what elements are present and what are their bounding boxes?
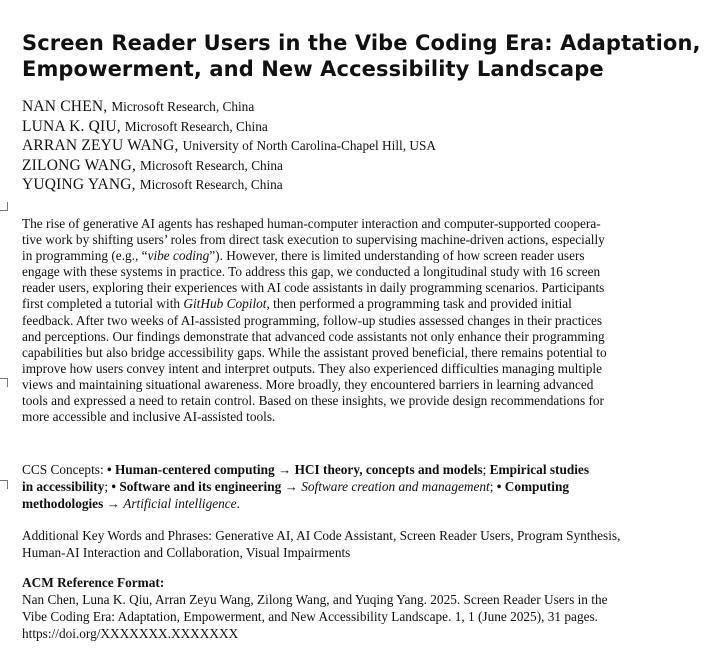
abstract-line: reader users, exploring their experiences with AI code assistants in daily programming scenarios. Participants	[22, 280, 605, 296]
abstract-line: tools and expressed a need to retain control. Based on these insights, we provide design recommendations for	[22, 393, 604, 409]
ccs-separator: ;	[104, 479, 112, 494]
ccs-term: HCI theory, concepts and models	[294, 462, 483, 477]
abstract-line: views and maintaining situational awareness. More broadly, they encountered barriers in learning advanced	[22, 376, 594, 392]
abstract-emphasis: GitHub Copilot	[183, 296, 267, 312]
author-affiliation: University of North Carolina-Chapel Hill, USA	[182, 138, 436, 153]
abstract-line: capabilities but also bridge accessibility gaps. While the assistant proved beneficial, there remains potential to	[22, 344, 607, 360]
title-line-2: Empowerment, and New Accessibility Landscape	[22, 57, 604, 81]
ccs-term: • Computing	[496, 479, 570, 494]
abstract-line: tive work by shifting users’ roles from direct task execution to supervising machine-driven actions, especially	[22, 232, 605, 248]
keywords	[22, 527, 688, 561]
paper-title	[22, 30, 701, 82]
ccs-line	[22, 478, 688, 495]
keywords-line: Additional Key Words and Phrases: Generative AI, AI Code Assistant, Screen Reader Users, Program Synthesis,	[22, 528, 621, 543]
ccs-term: in accessibility	[22, 479, 105, 494]
crop-mark	[0, 202, 8, 211]
author-list	[22, 98, 692, 196]
author-name: ARRAN ZEYU WANG,	[22, 137, 179, 154]
ccs-arrow: →	[274, 462, 295, 477]
ccs-separator: ;	[482, 462, 490, 477]
ccs-subterm: Artificial intelligence	[123, 496, 237, 511]
ccs-term: • Software and its engineering	[111, 479, 282, 494]
ccs-end: .	[236, 496, 240, 511]
ccs-line	[22, 495, 688, 512]
ccs-concepts	[22, 461, 688, 512]
reference-line: Nan Chen, Luna K. Qiu, Arran Zeyu Wang, Zilong Wang, and Yuqing Yang. 2025. Screen Reader Users in the	[22, 592, 608, 607]
ccs-separator: ;	[489, 479, 497, 494]
title-line-1: Screen Reader Users in the Vibe Coding Era: Adaptation,	[22, 31, 701, 55]
abstract-line: feedback. After two weeks of AI-assisted programming, follow-up studies assessed changes in their practices	[22, 312, 603, 328]
author-affiliation: Microsoft Research, China	[140, 157, 283, 173]
abstract-line	[22, 248, 688, 264]
reference-heading: ACM Reference Format:	[22, 575, 165, 590]
crop-mark	[0, 480, 8, 489]
ccs-line	[22, 461, 688, 478]
abstract-line: The rise of generative AI agents has reshaped human-computer interaction and computer-supported coopera-	[22, 216, 601, 231]
abstract-text: ”). However, there is limited understanding of how screen reader users	[209, 248, 585, 264]
abstract-text: in programming (e.g., “	[22, 248, 148, 264]
abstract	[22, 216, 688, 425]
ccs-term: Empirical studies	[489, 462, 590, 477]
author-entry	[22, 118, 692, 138]
author-affiliation: Microsoft Research, China	[139, 177, 283, 192]
author-name: ZILONG WANG,	[22, 156, 137, 174]
ccs-subterm: Software creation and management	[301, 479, 490, 494]
author-name: YUQING YANG,	[22, 176, 136, 193]
abstract-line: improve how users convey intent and interpret outputs. They also experienced difficulties managing multiple	[22, 360, 602, 376]
author-entry	[22, 98, 692, 118]
author-entry	[22, 176, 692, 196]
abstract-line	[22, 296, 688, 312]
doi-link[interactable]: https://doi.org/XXXXXXX.XXXXXXX	[22, 626, 239, 641]
ccs-term: methodologies	[22, 496, 104, 511]
author-name: NAN CHEN,	[22, 98, 108, 115]
abstract-emphasis: vibe coding	[147, 248, 210, 264]
author-affiliation: Microsoft Research, China	[111, 99, 255, 114]
crop-mark	[0, 378, 8, 387]
abstract-text: , then performed a programming task and provided initial	[266, 296, 572, 312]
author-name: LUNA K. QIU,	[22, 117, 121, 135]
abstract-line: engage with these systems in practice. To address this gap, we conducted a longitudinal study with 16 screen	[22, 264, 601, 280]
ccs-arrow: →	[281, 479, 302, 494]
ccs-arrow: →	[103, 496, 124, 511]
ccs-label: CCS Concepts:	[22, 462, 107, 477]
ccs-term: • Human-centered computing	[106, 462, 275, 477]
keywords-line: Human-AI Interaction and Collaboration, Visual Impairments	[22, 545, 351, 560]
reference-line: Vibe Coding Era: Adaptation, Empowerment, and New Accessibility Landscape. 1, 1 (June 2025), 31 pages.	[22, 609, 599, 624]
abstract-text: first completed a tutorial with	[22, 296, 184, 312]
author-entry	[22, 157, 692, 177]
author-entry	[22, 137, 692, 157]
author-affiliation: Microsoft Research, China	[124, 118, 268, 134]
abstract-line: more accessible and inclusive AI-assisted tools.	[22, 409, 276, 425]
acm-reference	[22, 574, 688, 642]
abstract-line: and perceptions. Our findings demonstrate that advanced code assistants not only enhance their programming	[22, 328, 605, 344]
